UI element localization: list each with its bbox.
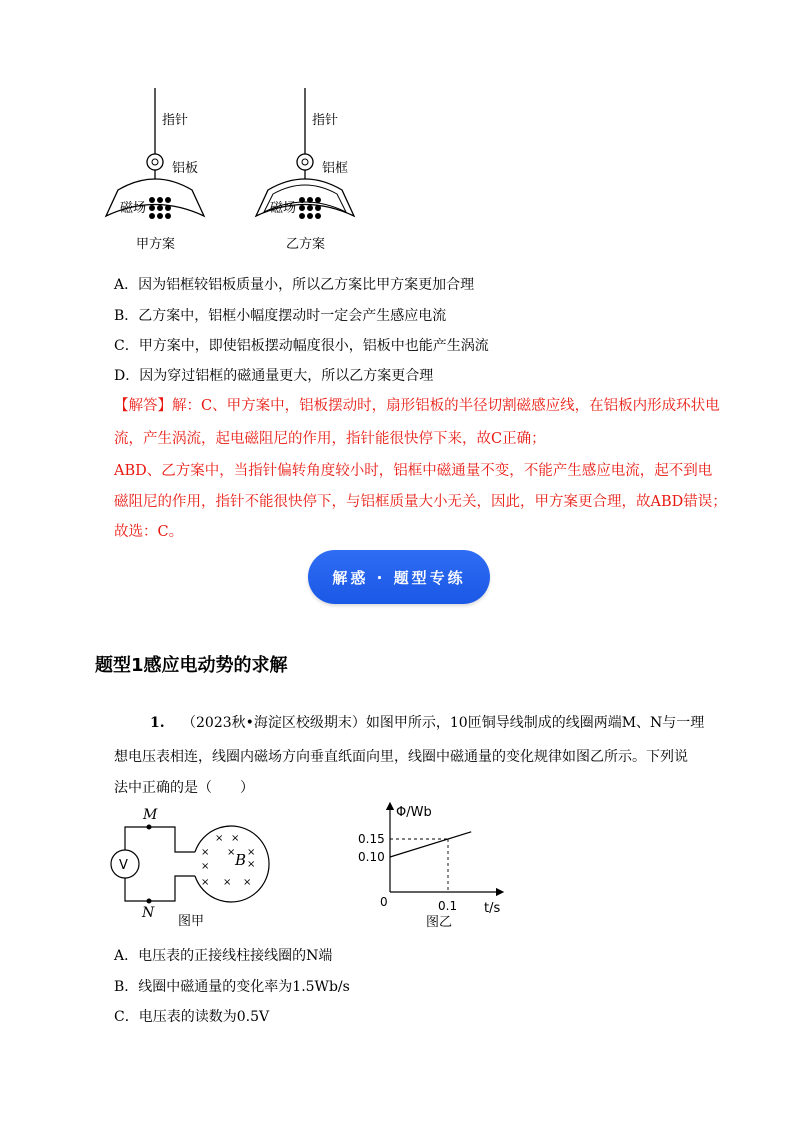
terminal-n-label: N [142, 905, 155, 921]
origin-label: 0 [380, 895, 388, 909]
answer-line-5: 故选：C。 [114, 524, 184, 540]
plate-label-right: 铝框 [322, 161, 349, 176]
option-a-prev: A．因为铝框较铝板质量小，所以乙方案比甲方案更加合理 [114, 277, 475, 293]
question-line-2: 想电压表相连，线圈内磁场方向垂直纸面向里，线圈中磁通量的变化规律如图乙所示。下列说 [114, 749, 688, 765]
field-label-left: 磁场 [120, 201, 147, 216]
graph-caption: 图乙 [426, 915, 453, 930]
answer-line-3: ABD、乙方案中，当指针偏转角度较小时，铝框中磁通量不变，不能产生感应电流，起不到电 [114, 463, 713, 479]
option-c-prev: C．甲方案中，即使铝板摆动幅度很小，铝板中也能产生涡流 [114, 338, 489, 354]
terminal-m-label: M [143, 807, 158, 823]
flux-series-line [390, 832, 471, 857]
x-axis-label: t/s [484, 901, 501, 916]
field-label-right: 磁场 [270, 201, 297, 216]
x-tick-01: 0.1 [438, 899, 458, 913]
caption-left: 甲方案 [136, 237, 176, 252]
svg-text:×: × [227, 847, 236, 858]
y-tick-015: 0.15 [358, 832, 385, 846]
question-line-3: 法中正确的是（ ） [114, 780, 254, 796]
circuit-figure [105, 805, 280, 933]
option-c-q1: C．电压表的读数为0.5V [114, 1009, 270, 1025]
svg-text:×: × [201, 847, 210, 858]
option-b-q1: B．线圈中磁通量的变化率为1.5Wb/s [114, 979, 350, 995]
option-d-prev: D．因为穿过铝框的磁通量更大，所以乙方案更合理 [114, 368, 434, 384]
flux-graph [350, 800, 525, 935]
y-tick-010: 0.10 [358, 850, 385, 864]
magnetic-dots [149, 197, 171, 219]
svg-text:×: × [247, 847, 256, 858]
svg-text:×: × [247, 859, 256, 870]
y-axis-label: Φ/Wb [396, 805, 432, 820]
svg-text:×: × [201, 877, 210, 888]
caption-right: 乙方案 [286, 237, 326, 252]
question-number: 1. [150, 715, 165, 731]
pointer-label-left: 指针 [162, 113, 189, 128]
option-a-q1: A．电压表的正接线柱接线圈的N端 [114, 948, 333, 964]
circuit-caption: 图甲 [178, 914, 205, 929]
scheme-jia [106, 88, 204, 252]
question-line-1: （2023秋•海淀区校级期末）如图甲所示，10匝铜导线制成的线圈两端M、N与一理 [182, 715, 705, 731]
answer-line-1: 【解答】解：C、甲方案中，铝板摆动时，扇形铝板的半径切割磁感应线，在铝板内形成环状电 [114, 398, 720, 414]
option-b-prev: B．乙方案中，铝框小幅度摆动时一定会产生感应电流 [114, 308, 447, 324]
voltmeter-label: V [119, 858, 128, 873]
answer-line-2: 流，产生涡流，起电磁阻尼的作用，指针能很快停下来，故C正确； [114, 431, 546, 447]
magnetic-dots-right [299, 197, 321, 219]
scheme-yi [256, 88, 354, 252]
svg-text:×: × [215, 833, 224, 844]
field-b-label: B [235, 851, 247, 869]
svg-text:×: × [231, 833, 240, 844]
pointer-label-right: 指针 [312, 113, 339, 128]
section-title: 题型1感应电动势的求解 [95, 655, 288, 676]
banner-label: 解惑 · 题型专练 [332, 568, 466, 587]
svg-text:×: × [223, 877, 232, 888]
svg-text:×: × [201, 861, 210, 872]
chart-layer [390, 832, 471, 892]
plate-label-left: 铝板 [172, 161, 199, 176]
field-crosses [201, 833, 255, 888]
section-banner [308, 550, 490, 604]
svg-text:×: × [243, 877, 252, 888]
pendulum-figure [100, 88, 380, 258]
answer-line-4: 磁阻尼的作用，指针不能很快停下，与铝框质量大小无关，因此，甲方案更合理，故ABD错误； [114, 494, 727, 510]
